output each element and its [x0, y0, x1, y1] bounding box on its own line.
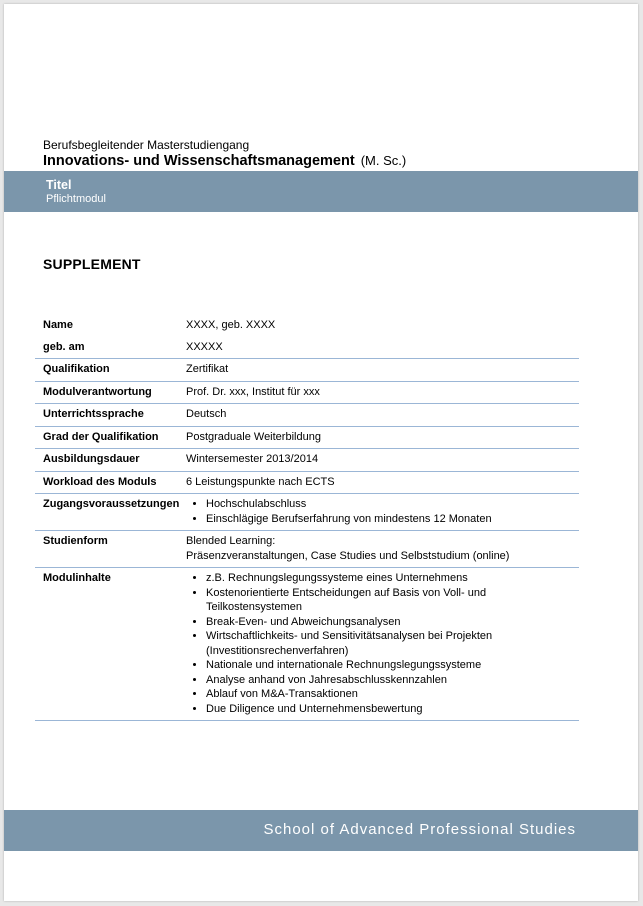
- field-label: Grad der Qualifikation: [35, 426, 186, 449]
- bullet-list: [186, 497, 579, 526]
- field-value: Deutsch: [186, 404, 579, 427]
- supplement-table: [35, 315, 579, 721]
- field-label: Workload des Moduls: [35, 471, 186, 494]
- field-value: [186, 531, 579, 568]
- table-row-qualifikation: [35, 359, 579, 382]
- field-value: XXXXX: [186, 337, 579, 359]
- list-item: • Hochschulabschluss: [206, 497, 579, 512]
- studienform-line-1: Blended Learning:: [186, 535, 276, 547]
- field-label: Zugangsvoraussetzungen: [35, 494, 186, 531]
- list-item: • Break-Even- und Abweichungsanalysen: [206, 615, 579, 630]
- field-label: Modulinhalte: [35, 568, 186, 721]
- list-item: • Einschlägige Berufserfahrung von mindestens 12 Monaten: [206, 512, 579, 527]
- field-value: 6 Leistungspunkte nach ECTS: [186, 471, 579, 494]
- field-label: Ausbildungsdauer: [35, 449, 186, 472]
- field-label: Unterrichtssprache: [35, 404, 186, 427]
- field-value: Postgraduale Weiterbildung: [186, 426, 579, 449]
- program-title: Innovations- und Wissenschaftsmanagement: [43, 153, 355, 169]
- table-row-zugang: [35, 494, 579, 531]
- studienform-line-2: Präsenzveranstaltungen, Case Studies und Selbststudium (online): [186, 549, 510, 562]
- field-label: Name: [43, 319, 73, 331]
- table-row-name: [35, 315, 579, 337]
- list-item: • Due Diligence und Unternehmensbewertung: [206, 702, 579, 717]
- program-header: [43, 138, 406, 170]
- table-row-geb-am: [35, 337, 579, 359]
- footer-band: [4, 810, 638, 851]
- field-value: XXXX, geb. XXXX: [186, 319, 276, 331]
- table-row-grad: [35, 426, 579, 449]
- field-value: [186, 494, 579, 531]
- field-value: [186, 568, 579, 721]
- program-subtitle: Berufsbegleitender Masterstudiengang: [43, 138, 250, 152]
- list-item: • Wirtschaftlichkeits- und Sensitivitätsanalysen bei Projekten (Investitionsrechenverfahren): [206, 629, 579, 658]
- program-title-line: [43, 152, 406, 170]
- field-value: Wintersemester 2013/2014: [186, 449, 579, 472]
- module-title-band: [4, 171, 638, 212]
- document-page: [4, 4, 638, 901]
- program-degree: (M. Sc.): [360, 153, 407, 168]
- field-label: Modulverantwortung: [35, 381, 186, 404]
- table-row-unterrichtssprache: [35, 404, 579, 427]
- bullet-list: [186, 571, 579, 716]
- footer-text: School of Advanced Professional Studies: [263, 821, 576, 838]
- module-title: Titel: [46, 178, 72, 192]
- field-label: Studienform: [35, 531, 186, 568]
- table-row-ausbildungsdauer: [35, 449, 579, 472]
- module-type: Pflichtmodul: [46, 193, 106, 205]
- table-row-modulinhalte: [35, 568, 579, 721]
- list-item: • Nationale und internationale Rechnungslegungssysteme: [206, 658, 579, 673]
- list-item: • Ablauf von M&A-Transaktionen: [206, 687, 579, 702]
- list-item: • Kostenorientierte Entscheidungen auf Basis von Voll- und Teilkostensystemen: [206, 586, 579, 615]
- field-label: Qualifikation: [35, 359, 186, 382]
- list-item: • z.B. Rechnungslegungssysteme eines Unternehmens: [206, 571, 579, 586]
- supplement-heading: SUPPLEMENT: [43, 256, 141, 272]
- table-row-modulverantwortung: [35, 381, 579, 404]
- table-row-workload: [35, 471, 579, 494]
- list-item: • Analyse anhand von Jahresabschlusskennzahlen: [206, 673, 579, 688]
- field-value: Prof. Dr. xxx, Institut für xxx: [186, 381, 579, 404]
- field-label: geb. am: [35, 337, 186, 359]
- table-row-studienform: [35, 531, 579, 568]
- field-value: Zertifikat: [186, 359, 579, 382]
